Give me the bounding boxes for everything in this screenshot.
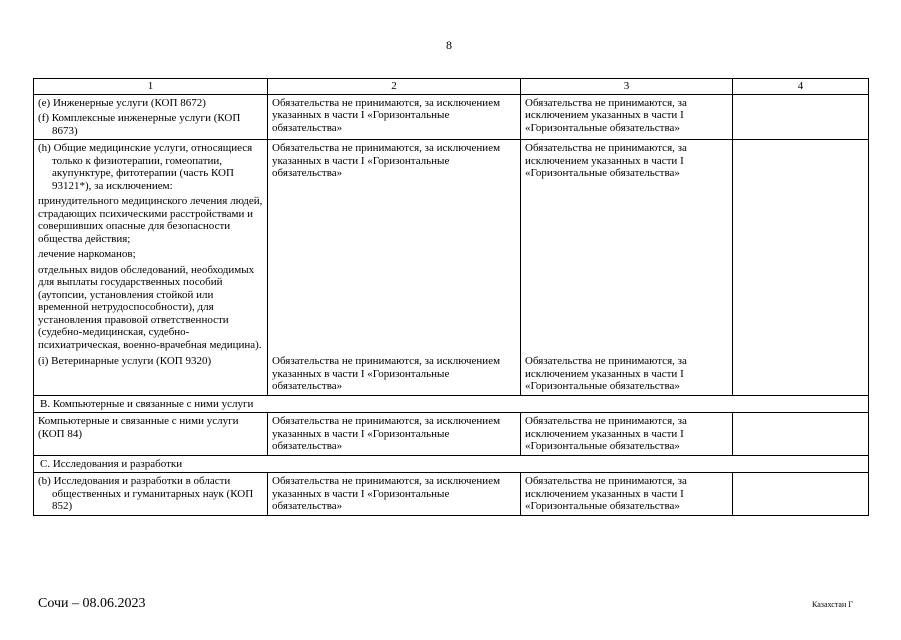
table-row (34, 473, 869, 516)
sector-cell (34, 473, 268, 516)
sector-item: отдельных видов обследований, необходимых для выплаты государственных пособий (аутопсии, установления стойкой или временной нетрудоспособности), для установления правовой ответственности (судебно-медицинская, судебно-психиатрическая, военно-врачебная медицина). (38, 263, 262, 351)
market-access-cell: Обязательства не принимаются, за исключением указанных в части I «Горизонтальные обязательства» (268, 140, 521, 354)
table-row (34, 353, 869, 395)
additional-commitments-cell (733, 140, 869, 354)
national-treatment-cell: Обязательства не принимаются, за исключением указанных в части I «Горизонтальные обязательства» (521, 94, 733, 140)
page-number: 8 (446, 38, 452, 52)
section-heading-b: B. Компьютерные и связанные с ними услуги (34, 395, 869, 413)
footer-place-date: Сочи – 08.06.2023 (38, 596, 146, 611)
national-treatment-cell: Обязательства не принимаются, за исключением указанных в части I «Горизонтальные обязательства» (521, 473, 733, 516)
sector-cell (34, 94, 268, 140)
market-access-cell: Обязательства не принимаются, за исключением указанных в части I «Горизонтальные обязательства» (268, 94, 521, 140)
sector-item: (b) Исследования и разработки в области общественных и гуманитарных наук (КОП 852) (38, 475, 254, 512)
national-treatment-cell: Обязательства не принимаются, за исключением указанных в части I «Горизонтальные обязательства» (521, 413, 733, 456)
national-treatment-cell: Обязательства не принимаются, за исключением указанных в части I «Горизонтальные обязательства» (521, 140, 733, 354)
column-header-4: 4 (733, 79, 869, 95)
additional-commitments-cell (733, 473, 869, 516)
column-header-1: 1 (34, 79, 268, 95)
sector-item: (h) Общие медицинские услуги, относящиеся только к физиотерапии, гомеопатии, акупунктуре, фитотерапии (часть КОП 93121*), за исключением: (38, 142, 253, 192)
market-access-cell: Обязательства не принимаются, за исключением указанных в части I «Горизонтальные обязательства» (268, 473, 521, 516)
market-access-cell: Обязательства не принимаются, за исключением указанных в части I «Горизонтальные обязательства» (268, 413, 521, 456)
additional-commitments-cell (733, 353, 869, 395)
additional-commitments-cell (733, 94, 869, 140)
sector-item: (f) Комплексные инженерные услуги (КОП 8673) (38, 112, 241, 137)
sector-item: лечение наркоманов; (38, 248, 136, 260)
sector-item: принудительного медицинского лечения людей, страдающих психическими расстройствами и совершивших опасные для безопасности общества действия; (38, 195, 263, 245)
column-header-2: 2 (268, 79, 521, 95)
footer-country: Казахстан Г (812, 600, 853, 609)
sector-cell: (i) Ветеринарные услуги (КОП 9320) (34, 353, 268, 395)
table-row (34, 94, 869, 140)
section-row (34, 395, 869, 413)
header-row (34, 79, 869, 95)
additional-commitments-cell (733, 413, 869, 456)
sector-cell (34, 140, 268, 354)
table-row (34, 413, 869, 456)
commitments-table (33, 78, 869, 516)
section-row (34, 455, 869, 473)
section-heading-c: C. Исследования и разработки (34, 455, 869, 473)
table-row (34, 140, 869, 354)
market-access-cell: Обязательства не принимаются, за исключением указанных в части I «Горизонтальные обязательства» (268, 353, 521, 395)
column-header-3: 3 (521, 79, 733, 95)
national-treatment-cell: Обязательства не принимаются, за исключением указанных в части I «Горизонтальные обязательства» (521, 353, 733, 395)
sector-cell: Компьютерные и связанные с ними услуги (КОП 84) (34, 413, 268, 456)
sector-item: (e) Инженерные услуги (КОП 8672) (38, 96, 206, 109)
